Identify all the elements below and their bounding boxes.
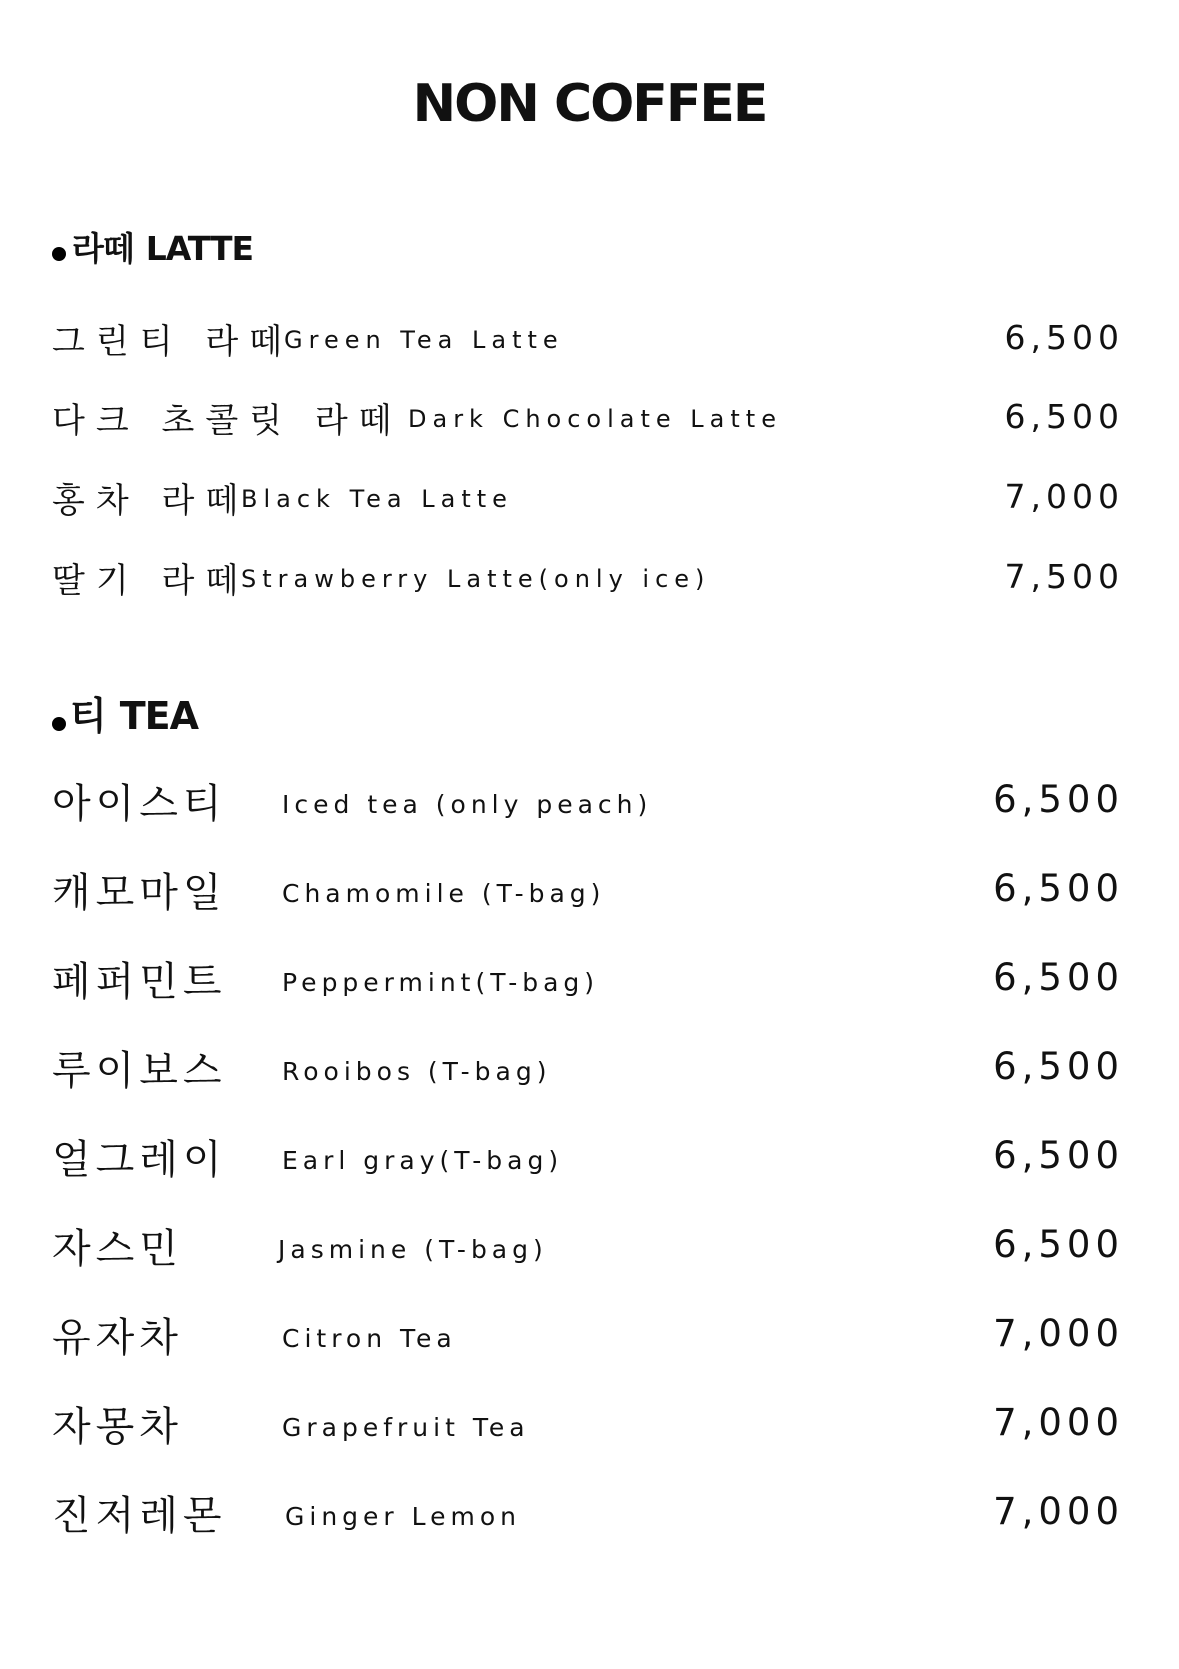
menu-item	[52, 1484, 1124, 1539]
menu-item-eng: Jasmine (T-bag)	[278, 1235, 548, 1264]
menu-item-kor: 딸기 라떼	[52, 561, 250, 601]
section-heading-eng: TEA	[119, 694, 199, 738]
menu-item-kor: 루이보스	[52, 1048, 227, 1094]
menu-item	[52, 950, 1124, 1005]
menu-item-kor: 그린티 라떼	[52, 322, 294, 362]
bullet-icon	[52, 717, 66, 731]
menu-item-eng: Ginger Lemon	[285, 1502, 522, 1531]
bullet-icon	[52, 247, 66, 261]
menu-item-kor: 다크 초콜릿 라떼	[52, 401, 403, 441]
section-heading-latte	[52, 229, 254, 268]
menu-item-price: 7,500	[1004, 557, 1124, 596]
menu-item-eng: Grapefruit Tea	[282, 1413, 530, 1442]
menu-item-eng: Peppermint(T-bag)	[282, 968, 600, 997]
menu-item-price: 7,000	[993, 1490, 1124, 1533]
menu-item-kor: 페퍼민트	[52, 959, 227, 1005]
menu-item-price: 6,500	[993, 778, 1124, 821]
menu-item-price: 6,500	[1004, 397, 1124, 436]
section-heading-eng: LATTE	[145, 229, 254, 268]
menu-item	[52, 1306, 1124, 1361]
menu-item-eng: Citron Tea	[282, 1324, 457, 1353]
menu-item-eng: Earl gray(T-bag)	[282, 1146, 564, 1175]
menu-item-price: 7,000	[993, 1401, 1124, 1444]
menu-item-kor: 아이스티	[52, 781, 227, 827]
menu-item-price: 6,500	[993, 1223, 1124, 1266]
menu-item	[52, 1039, 1124, 1094]
menu-item-price: 6,500	[993, 1045, 1124, 1088]
section-heading-kor: 티	[70, 694, 106, 738]
menu-item	[52, 473, 1124, 523]
menu-item-kor: 캐모마일	[52, 870, 227, 916]
menu-item	[52, 861, 1124, 916]
menu-item-kor: 진저레몬	[52, 1493, 227, 1539]
menu-item-eng: Rooibos (T-bag)	[282, 1057, 552, 1086]
menu-item-eng: Dark Chocolate Latte	[408, 405, 782, 433]
section-heading-tea	[52, 694, 199, 738]
menu-item-kor: 얼그레이	[52, 1137, 227, 1183]
menu-item	[52, 314, 1124, 364]
menu-item	[52, 393, 1124, 443]
menu-item-price: 6,500	[993, 956, 1124, 999]
section-heading-kor: 라떼	[72, 229, 134, 268]
menu-item	[52, 772, 1124, 827]
menu-item-price: 6,500	[993, 1134, 1124, 1177]
menu-item-price: 7,000	[993, 1312, 1124, 1355]
menu-item-eng: Black Tea Latte	[241, 485, 513, 513]
menu-item	[52, 1395, 1124, 1450]
menu-item-kor: 자스민	[52, 1226, 183, 1272]
menu-item-price: 6,500	[1004, 318, 1124, 357]
menu-item-price: 6,500	[993, 867, 1124, 910]
menu-item	[52, 1217, 1124, 1272]
menu-item-kor: 홍차 라떼	[52, 481, 250, 521]
menu-item-kor: 유자차	[52, 1315, 183, 1361]
page-title: NON COFFEE	[412, 74, 767, 134]
menu-item-eng: Strawberry Latte(only ice)	[241, 565, 711, 593]
menu-item-price: 7,000	[1004, 477, 1124, 516]
menu-item	[52, 1128, 1124, 1183]
menu-item-kor: 자몽차	[52, 1404, 183, 1450]
menu-item-eng: Iced tea (only peach)	[282, 790, 653, 819]
menu-item-eng: Chamomile (T-bag)	[282, 879, 606, 908]
menu-item-eng: Green Tea Latte	[284, 326, 564, 354]
menu-item	[52, 553, 1124, 603]
